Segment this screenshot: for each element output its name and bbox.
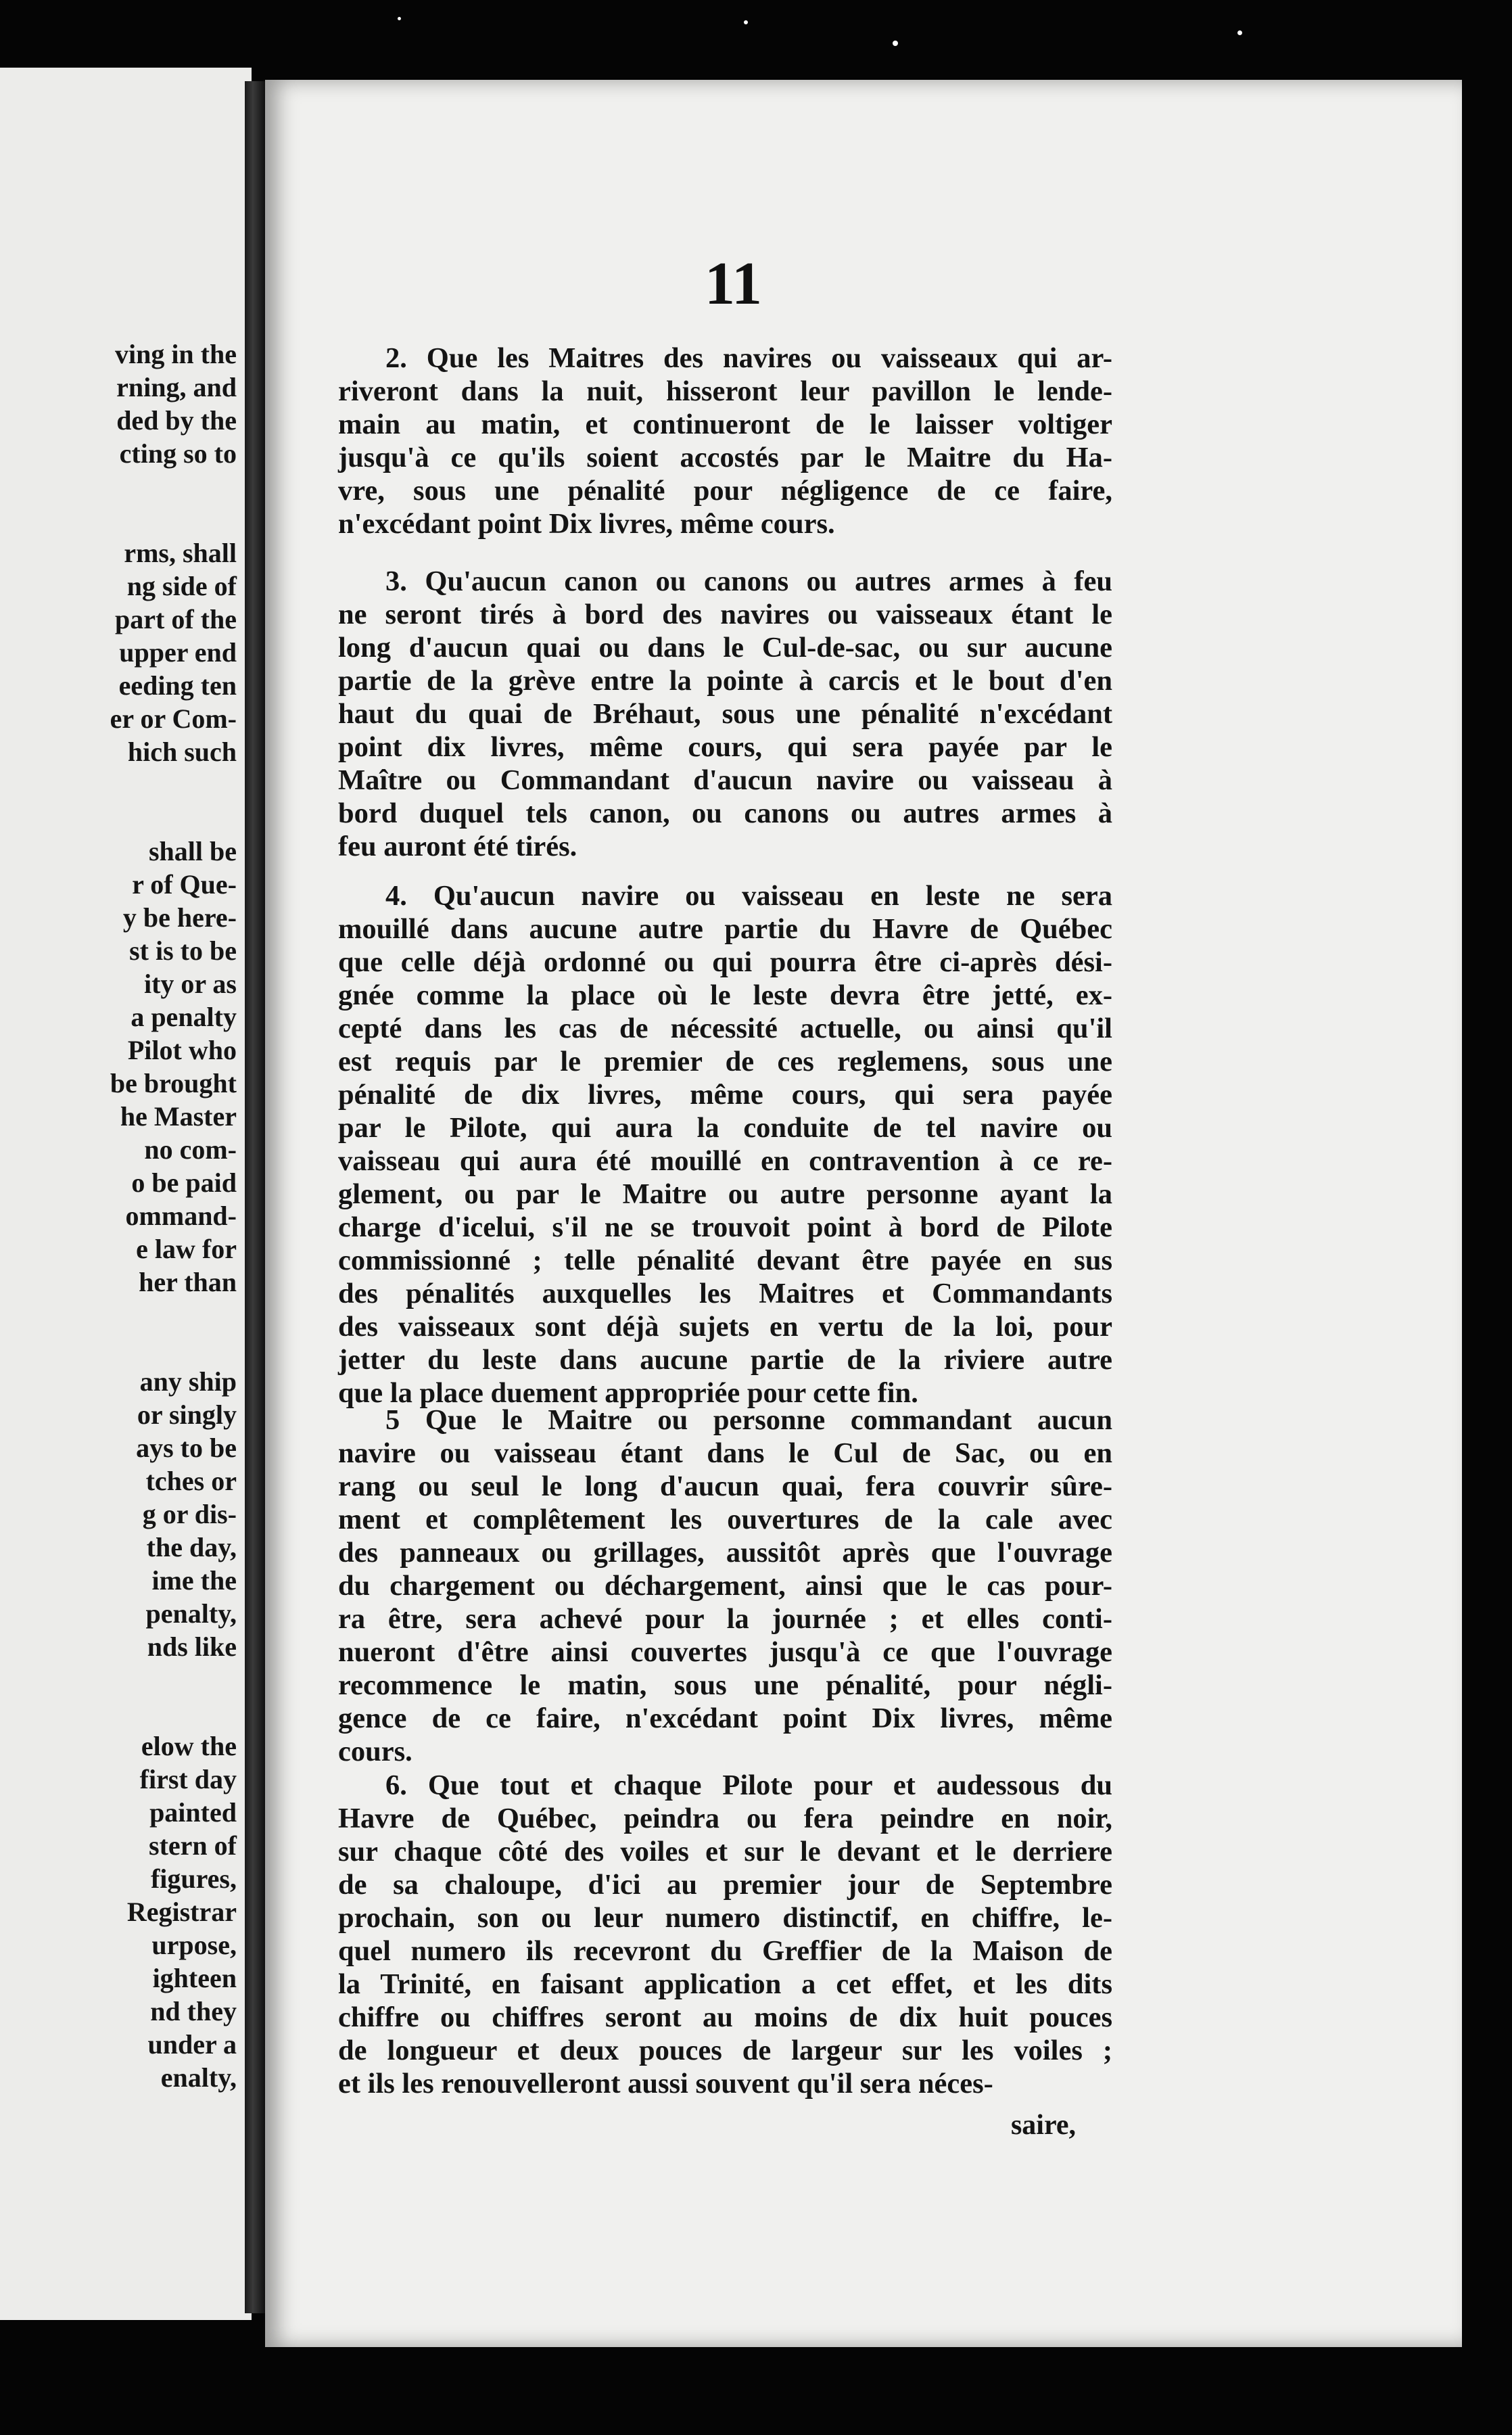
left-page-line: figures, (150, 1863, 237, 1894)
text-line: est requis par le premier de ces reglemens, sous une (338, 1046, 1112, 1077)
book-gutter (245, 81, 265, 2313)
text-line: cours. (338, 1736, 412, 1767)
text-line: rang ou seul le long d'aucun quai, fera couvrir sûre- (338, 1470, 1112, 1502)
left-facing-page (0, 68, 252, 2320)
text-line: charge d'icelui, s'il ne se trouvoit point à bord de Pilote (338, 1211, 1112, 1243)
left-page-line: eeding ten (118, 670, 237, 701)
paragraph-6 (338, 1769, 1112, 2100)
text-line: navire ou vaisseau étant dans le Cul de Sac, ou en (338, 1437, 1112, 1469)
left-page-line: ity or as (143, 969, 237, 999)
text-line: jusqu'à ce qu'ils soient accostés par le Maitre du Ha- (338, 442, 1112, 473)
text-line: par le Pilote, qui aura la conduite de tel navire ou (338, 1112, 1112, 1144)
left-page-line: elow the (141, 1731, 237, 1761)
left-page-line: enalty, (160, 2062, 237, 2093)
left-page-line: penalty, (145, 1598, 237, 1629)
scan-speck (398, 17, 401, 20)
text-line: 6. Que tout et chaque Pilote pour et audessous du (385, 1769, 1112, 1801)
text-line: bord duquel tels canon, ou canons ou autres armes à (338, 797, 1112, 829)
left-page-line: a penalty (131, 1002, 237, 1032)
text-line: mouillé dans aucune autre partie du Havre de Québec (338, 913, 1112, 945)
left-page-line: upper end (119, 637, 237, 668)
left-page-line: y be here- (122, 902, 237, 933)
left-page-line: ded by the (116, 405, 237, 436)
paragraph-3 (338, 565, 1112, 863)
text-line: gence de ce faire, n'excédant point Dix livres, même (338, 1702, 1112, 1734)
text-line: sur chaque côté des voiles et sur le devant et le derriere (338, 1836, 1112, 1868)
left-page-line: ime the (151, 1565, 237, 1596)
left-page-line: er or Com- (110, 703, 237, 734)
text-line: de longueur et deux pouces de largeur sur les voiles ; (338, 2035, 1112, 2066)
left-page-line: rms, shall (124, 538, 237, 568)
left-page-line: nd they (150, 1996, 237, 2026)
text-line: glement, ou par le Maitre ou autre personne ayant la (338, 1178, 1112, 1210)
text-line: n'excédant point Dix livres, même cours. (338, 508, 835, 540)
text-line: 5 Que le Maitre ou personne commandant aucun (385, 1404, 1112, 1436)
text-line: Havre de Québec, peindra ou fera peindre en noir, (338, 1803, 1112, 1834)
text-line: 2. Que les Maitres des navires ou vaisseaux qui ar- (385, 342, 1112, 374)
text-line: 4. Qu'aucun navire ou vaisseau en leste ne sera (385, 880, 1112, 912)
text-line: vaisseau qui aura été mouillé en contravention à ce re- (338, 1145, 1112, 1177)
left-page-line: ommand- (125, 1201, 237, 1231)
scan-speck (893, 41, 898, 46)
left-page-line: be brought (110, 1068, 237, 1098)
text-line: main au matin, et continueront de le laisser voltiger (338, 409, 1112, 440)
left-page-line: shall be (148, 836, 237, 866)
left-page-line: first day (139, 1764, 237, 1794)
text-line: jetter du leste dans aucune partie de la riviere autre (338, 1344, 1112, 1376)
left-page-line: or singly (137, 1399, 237, 1430)
left-page-line: painted (149, 1797, 237, 1828)
text-line: nueront d'être ainsi couvertes jusqu'à ce que l'ouvrage (338, 1636, 1112, 1668)
left-page-line: he Master (120, 1101, 237, 1132)
left-page-line: tches or (145, 1466, 237, 1496)
text-line: prochain, son ou leur numero distinctif, en chiffre, le- (338, 1902, 1112, 1934)
scan-speck (1237, 30, 1242, 35)
left-page-line: ving in the (114, 339, 237, 369)
text-line: partie de la grève entre la pointe à carcis et le bout d'en (338, 665, 1112, 697)
text-line: du chargement ou déchargement, ainsi que le cas pour- (338, 1570, 1112, 1602)
left-page-line: Registrar (126, 1897, 237, 1927)
text-line: point dix livres, même cours, qui sera payée par le (338, 731, 1112, 763)
text-line: et ils les renouvelleront aussi souvent qu'il sera néces- (338, 2068, 993, 2100)
paragraph-4 (338, 879, 1112, 1410)
text-line: que la place duement appropriée pour cette fin. (338, 1377, 918, 1409)
left-page-line: nds like (147, 1631, 237, 1662)
scan-speck (744, 20, 748, 24)
left-page-line: part of the (115, 604, 237, 634)
left-page-line: ng side of (126, 571, 237, 601)
paragraph-5 (338, 1404, 1112, 1768)
text-line: des pénalités auxquelles les Maitres et Commandants (338, 1278, 1112, 1309)
left-page-line: ays to be (136, 1433, 237, 1463)
text-line: feu auront été tirés. (338, 831, 577, 862)
left-page-line: urpose, (151, 1930, 237, 1960)
text-line: recommence le matin, sous une pénalité, pour négli- (338, 1669, 1112, 1701)
left-page-line: g or dis- (142, 1499, 237, 1529)
text-line: commissionné ; telle pénalité devant être payée en sus (338, 1245, 1112, 1276)
left-page-line: cting so to (119, 438, 237, 469)
text-line: ment et complêtement les ouvertures de la cale avec (338, 1504, 1112, 1535)
left-page-line: Pilot who (127, 1035, 237, 1065)
left-page-line: any ship (139, 1366, 237, 1397)
text-line: ne seront tirés à bord des navires ou vaisseaux étant le (338, 599, 1112, 630)
left-page-line: st is to be (129, 935, 237, 966)
text-line: quel numero ils recevront du Greffier de la Maison de (338, 1935, 1112, 1967)
paragraph-2 (338, 342, 1112, 540)
left-page-line: r of Que- (132, 869, 237, 900)
left-page-line: rning, and (116, 372, 237, 402)
text-line: la Trinité, en faisant application a cet effet, et les dits (338, 1968, 1112, 2000)
text-line: vre, sous une pénalité pour négligence de ce faire, (338, 475, 1112, 507)
text-line: Maître ou Commandant d'aucun navire ou vaisseau à (338, 764, 1112, 796)
page-number: 11 (705, 250, 763, 317)
text-line: haut du quai de Bréhaut, sous une pénalité n'excédant (338, 698, 1112, 730)
text-line: des vaisseaux sont déjà sujets en vertu de la loi, pour (338, 1311, 1112, 1343)
catchword: saire, (1010, 2110, 1076, 2141)
left-page-line: ighteen (152, 1963, 237, 1993)
left-page-line: under a (147, 2029, 237, 2060)
left-page-line: no com- (144, 1134, 237, 1165)
text-line: 3. Qu'aucun canon ou canons ou autres armes à feu (385, 565, 1112, 597)
left-page-line: o be paid (131, 1167, 237, 1198)
left-page-line: the day, (146, 1532, 237, 1562)
text-line: ra être, sera achevé pour la journée ; et elles conti- (338, 1603, 1112, 1635)
text-line: de sa chaloupe, d'ici au premier jour de Septembre (338, 1869, 1112, 1901)
text-line: riveront dans la nuit, hisseront leur pavillon le lende- (338, 375, 1112, 407)
text-line: long d'aucun quai ou dans le Cul-de-sac, ou sur aucune (338, 632, 1112, 664)
left-page-line: hich such (127, 737, 237, 767)
text-line: des panneaux ou grillages, aussitôt après que l'ouvrage (338, 1537, 1112, 1569)
text-line: que celle déjà ordonné ou qui pourra être ci-après dési- (338, 946, 1112, 978)
text-line: cepté dans les cas de nécessité actuelle, ou ainsi qu'il (338, 1013, 1112, 1044)
text-line: gnée comme la place où le leste devra être jetté, ex- (338, 979, 1112, 1011)
text-line: chiffre ou chiffres seront au moins de dix huit pouces (338, 2001, 1112, 2033)
text-line: pénalité de dix livres, même cours, qui sera payée (338, 1079, 1112, 1111)
left-page-line: stern of (149, 1830, 237, 1861)
left-page-line: e law for (136, 1234, 237, 1264)
left-page-line: her than (139, 1267, 237, 1297)
